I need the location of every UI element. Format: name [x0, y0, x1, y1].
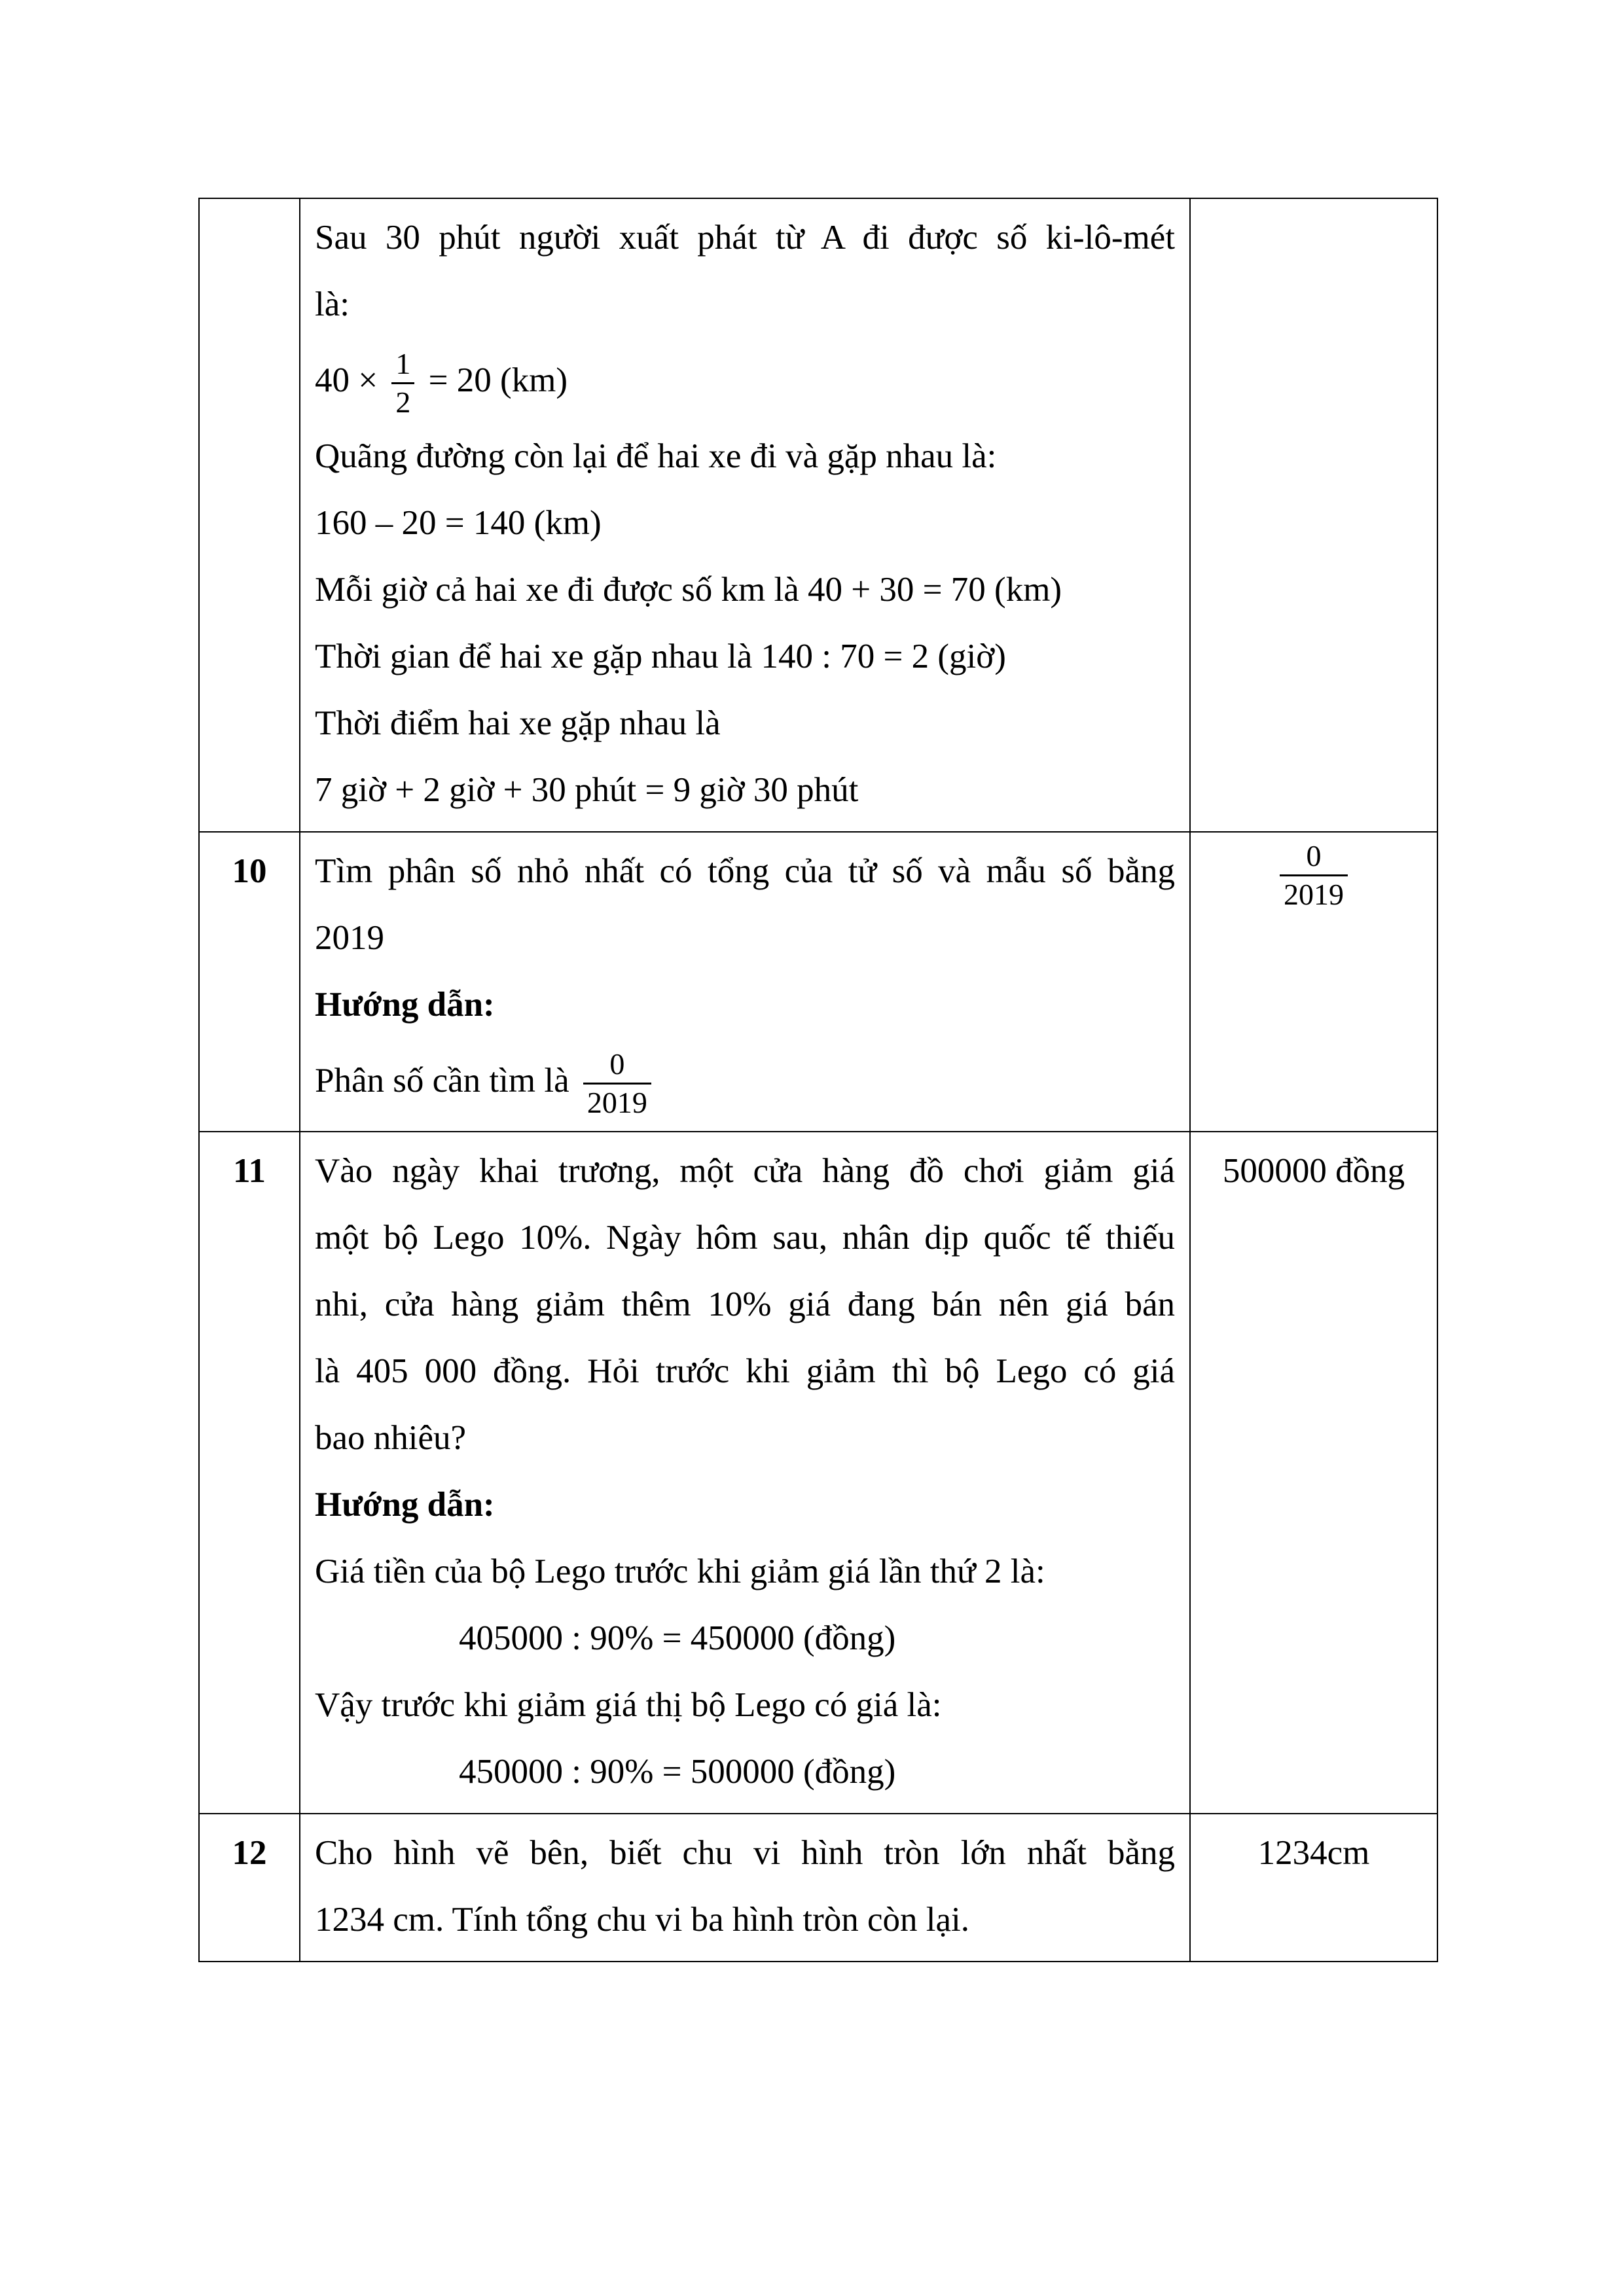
- text-line: Tìm phân số nhỏ nhất có tổng của tử số và mẫu số bằng: [315, 852, 1175, 890]
- answer-cell: 500000 đồng: [1190, 1132, 1437, 1814]
- guide-heading: Hướng dẫn:: [315, 986, 495, 1024]
- text-line: là 405 000 đồng. Hỏi trước khi giảm thì bộ Lego có giá: [315, 1352, 1175, 1390]
- text-line: Thời điểm hai xe gặp nhau là: [315, 704, 721, 742]
- formula-prefix: 40 ×: [315, 361, 378, 399]
- problem-number-cell: 12: [199, 1814, 300, 1962]
- text-line: bao nhiêu?: [315, 1419, 467, 1457]
- problem-number-cell: 10: [199, 832, 300, 1132]
- text-line: 450000 : 90% = 500000 (đồng): [459, 1753, 896, 1791]
- table-row: [199, 832, 1437, 1132]
- table-row: [199, 198, 1437, 832]
- text-line: Mỗi giờ cả hai xe đi được số km là 40 + 30 = 70 (km): [315, 571, 1062, 609]
- table-row: [199, 1814, 1437, 1962]
- text-line: 2019: [315, 919, 384, 957]
- fraction-numerator: 0: [583, 1046, 651, 1085]
- text-line: là:: [315, 285, 350, 323]
- text-line: Vậy trước khi giảm giá thị bộ Lego có giá là:: [315, 1686, 942, 1724]
- answer-cell: [1190, 198, 1437, 832]
- formula-prefix: Phân số cần tìm là: [315, 1062, 569, 1100]
- text-line: 405000 : 90% = 450000 (đồng): [459, 1619, 896, 1657]
- fraction-numerator: 1: [391, 346, 414, 384]
- guide-heading: Hướng dẫn:: [315, 1486, 495, 1524]
- text-line: Cho hình vẽ bên, biết chu vi hình tròn lớn nhất bằng: [315, 1834, 1175, 1872]
- text-line: nhi, cửa hàng giảm thêm 10% giá đang bán nên giá bán: [315, 1285, 1175, 1323]
- text-line: Sau 30 phút người xuất phát từ A đi được số ki-lô-mét: [315, 219, 1175, 257]
- problem-content-cell: [300, 1132, 1190, 1814]
- fraction-denominator: 2019: [1284, 878, 1344, 911]
- answer-cell: 1234cm: [1190, 1814, 1437, 1962]
- text-line: Giá tiền của bộ Lego trước khi giảm giá lần thứ 2 là:: [315, 1552, 1045, 1590]
- text-line: một bộ Lego 10%. Ngày hôm sau, nhân dịp quốc tế thiếu: [315, 1219, 1175, 1257]
- text-line: 1234 cm. Tính tổng chu vi ba hình tròn còn lại.: [315, 1901, 969, 1939]
- problem-content-cell: [300, 832, 1190, 1132]
- text-line: Vào ngày khai trương, một cửa hàng đồ chơi giảm giá: [315, 1152, 1175, 1190]
- fraction: [391, 346, 414, 421]
- text-line: 7 giờ + 2 giờ + 30 phút = 9 giờ 30 phút: [315, 771, 859, 809]
- problem-number-cell: 11: [199, 1132, 300, 1814]
- text-line: 160 – 20 = 140 (km): [315, 504, 602, 542]
- formula-suffix: = 20 (km): [428, 361, 568, 399]
- fraction-denominator: 2019: [586, 1086, 647, 1120]
- text-line: Quãng đường còn lại để hai xe đi và gặp nhau là:: [315, 437, 997, 475]
- fraction-numerator: 0: [1280, 838, 1348, 876]
- problem-content-cell: [300, 198, 1190, 832]
- formula-line: [315, 338, 1175, 423]
- formula-line: [315, 1038, 1175, 1123]
- text-line: Thời gian để hai xe gặp nhau là 140 : 70 = 2 (giờ): [315, 637, 1006, 675]
- answer-cell: [1190, 832, 1437, 1132]
- problem-number-cell: [199, 198, 300, 832]
- table-row: [199, 1132, 1437, 1814]
- answer-fraction: [1280, 838, 1348, 913]
- problem-content-cell: [300, 1814, 1190, 1962]
- fraction: [583, 1046, 651, 1121]
- fraction-denominator: 2: [395, 386, 411, 420]
- answer-table: [198, 198, 1438, 1962]
